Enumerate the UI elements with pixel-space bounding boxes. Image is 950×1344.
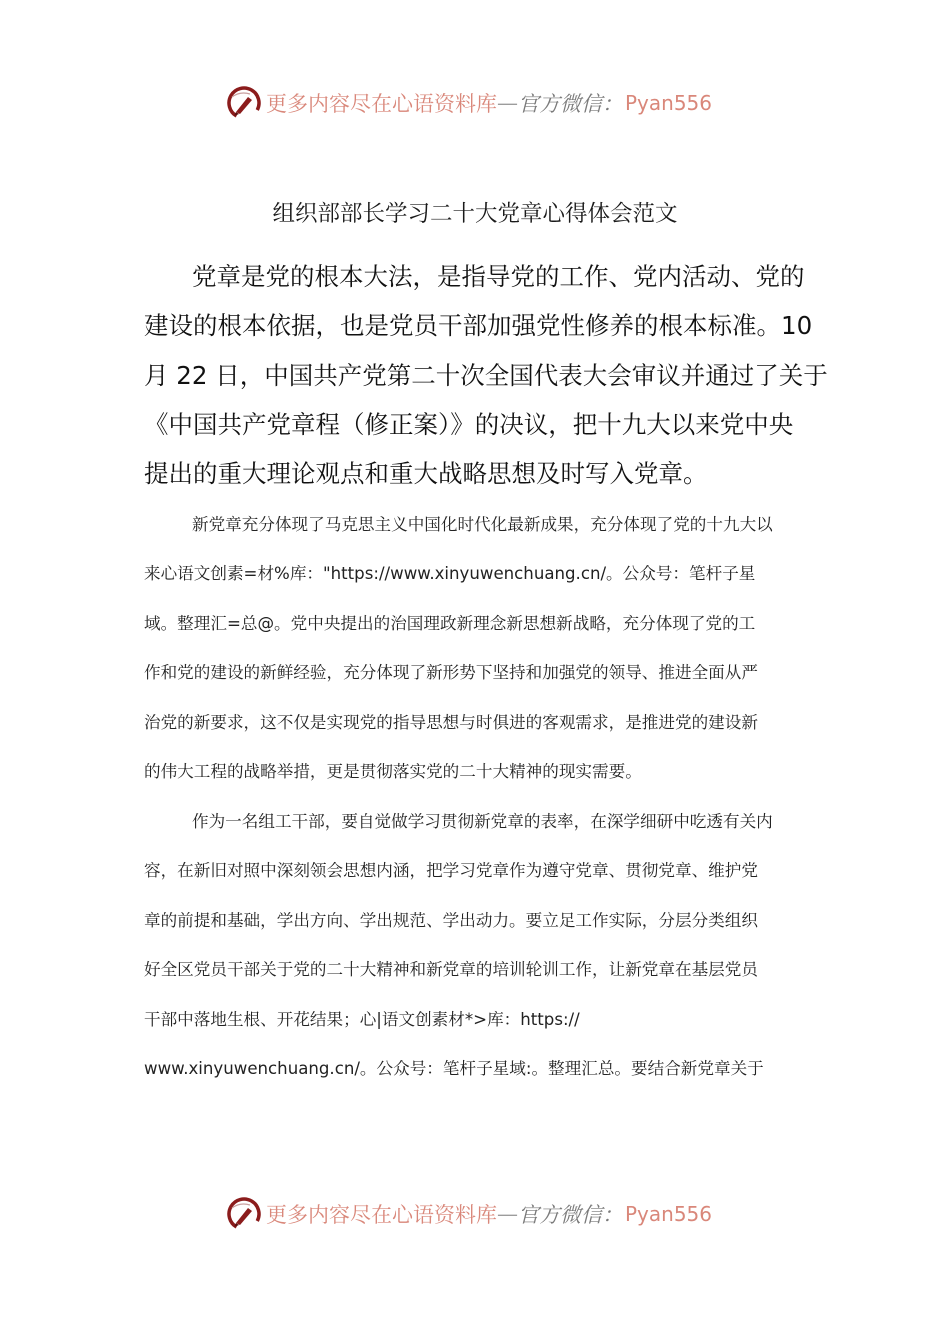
lead-line: 提出的重大理论观点和重大战略思想及时写入党章。: [144, 459, 708, 489]
paragraph-line: 新党章充分体现了马克思主义中国化时代化最新成果，充分体现了党的十九大以: [192, 515, 773, 534]
lead-line: 党章是党的根本大法，是指导党的工作、党内活动、党的: [192, 262, 805, 291]
document-title: 组织部部长学习二十大党章心得体会范文: [272, 201, 678, 227]
lead-line: 建设的根本依据，也是党员干部加强党性修养的根本标准。10: [144, 311, 813, 341]
quill-pen-logo-icon: [226, 1196, 262, 1232]
paragraph-line: 治党的新要求，这不仅是实现党的指导思想与时俱进的客观需求，是推进党的建设新: [144, 712, 758, 732]
header-banner: [226, 83, 712, 123]
banner-wechat-id: Pyan556: [625, 1202, 713, 1226]
paragraph-line: 干部中落地生根、开花结果；心|语文创素材*>库：https://: [144, 1009, 580, 1029]
lead-paragraph: [144, 252, 828, 498]
quill-pen-logo-icon: [226, 85, 262, 121]
paragraph-line: 的伟大工程的战略举措，更是贯彻落实党的二十大精神的现实需要。: [144, 762, 642, 782]
banner-wechat-id: Pyan556: [625, 91, 713, 115]
footer-banner: [226, 1194, 712, 1234]
banner-slogan: 更多内容尽在心语资料库: [266, 1203, 497, 1227]
banner-wechat-label: 官方微信：: [518, 92, 623, 116]
banner-dash: —: [497, 91, 518, 115]
paragraph-line: 作为一名组工干部，要自觉做学习贯彻新党章的表率，在深学细研中吃透有关内: [192, 812, 773, 831]
paragraph-line: 作和党的建设的新鲜经验，充分体现了新形势下坚持和加强党的领导、推进全面从严: [144, 663, 758, 683]
paragraph-line: 章的前提和基础，学出方向、学出规范、学出动力。要立足工作实际，分层分类组织: [144, 910, 758, 930]
paragraph-line: 来心语文创素=材%库："https://www.xinyuwenchuang.cn/。公众号：笔杆子星: [144, 564, 756, 584]
paragraph-line: 域。整理汇=总@。党中央提出的治国理政新理念新思想新战略，充分体现了党的工: [144, 613, 756, 633]
banner-dash: —: [497, 1202, 518, 1226]
banner-slogan: 更多内容尽在心语资料库: [266, 92, 497, 116]
paragraph-line: 容，在新旧对照中深刻领会思想内涵，把学习党章作为遵守党章、贯彻党章、维护党: [144, 861, 758, 881]
banner-wechat-label: 官方微信：: [518, 1203, 623, 1227]
lead-line: 月 22 日，中国共产党第二十次全国代表大会审议并通过了关于: [144, 360, 828, 390]
body-paragraph-2: [144, 797, 824, 1093]
paragraph-line: 好全区党员干部关于党的二十大精神和新党章的培训轮训工作，让新党章在基层党员: [144, 960, 758, 980]
lead-line: 《中国共产党章程（修正案）》的决议，把十九大以来党中央: [144, 409, 794, 439]
paragraph-line: www.xinyuwenchuang.cn/。公众号：笔杆子星域:。整理汇总。要结合新党章关于: [144, 1059, 764, 1079]
body-paragraph-1: [144, 500, 824, 796]
